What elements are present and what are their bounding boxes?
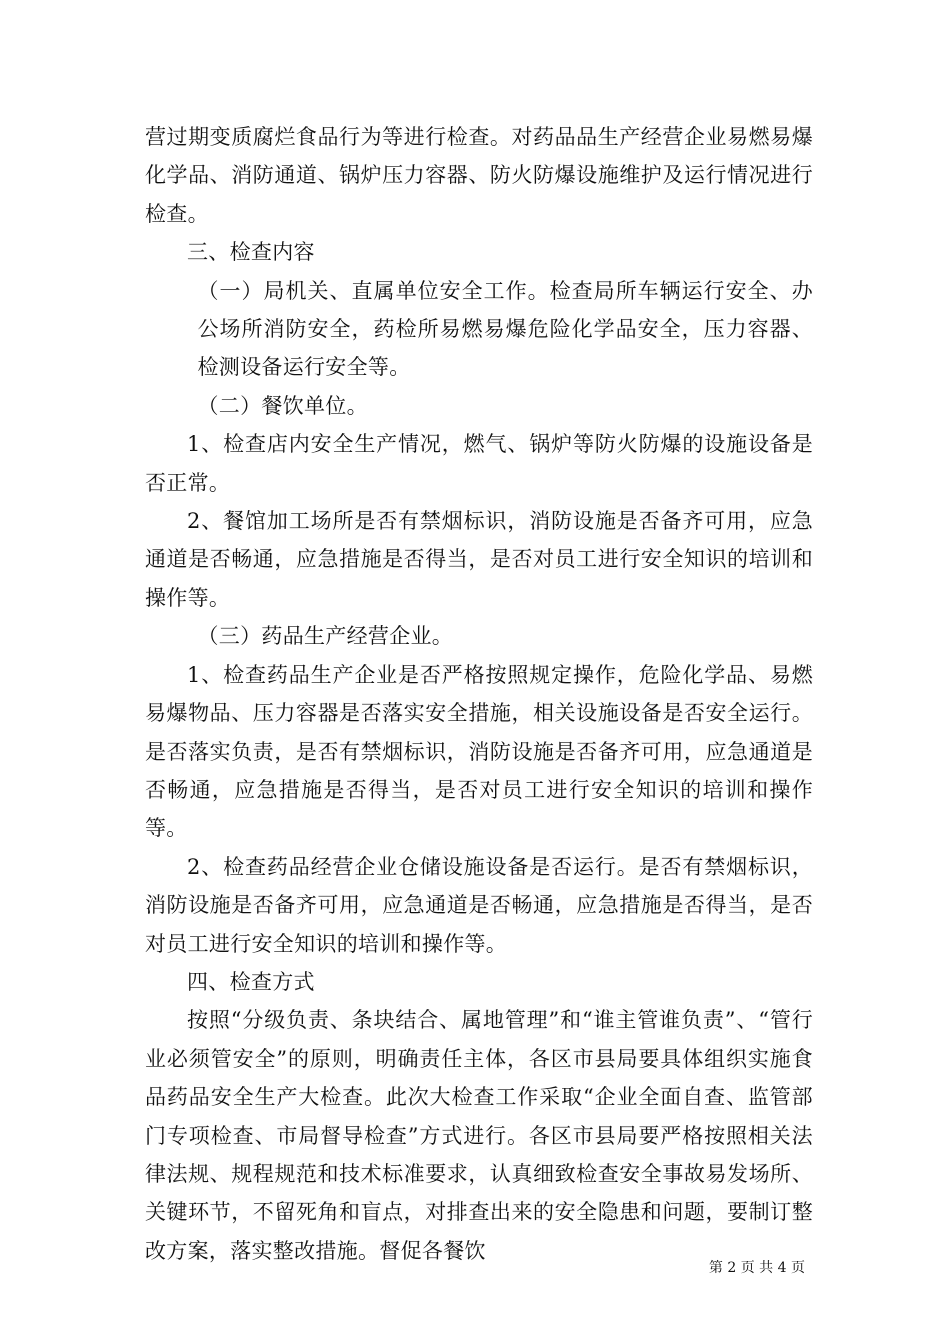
paragraph-intro: 营过期变质腐烂食品行为等进行检查。对药品品生产经营企业易燃易爆化学品、消防通道、锅炉压力容器、防火防爆设施维护及运行情况进行检查。	[145, 125, 813, 226]
paragraph-3-1: （一）局机关、直属单位安全工作。检查局所车辆运行安全、办公场所消防安全，药检所易燃易爆危险化学品安全，压力容器、检测设备运行安全等。	[197, 278, 813, 380]
paragraph-3-3-1: 1、检查药品生产企业是否严格按照规定操作，危险化学品、易燃易爆物品、压力容器是否落实安全措施，相关设施设备是否安全运行。是否落实负责，是否有禁烟标识，消防设施是否备齐可用，应急通道是否畅通，应急措施是否得当，是否对员工进行安全知识的培训和操作等。	[145, 662, 813, 841]
heading-section-4: 四、检查方式	[187, 969, 315, 994]
paragraph-3-2-2: 2、餐馆加工场所是否有禁烟标识，消防设施是否备齐可用，应急通道是否畅通，应急措施是否得当，是否对员工进行安全知识的培训和操作等。	[145, 509, 813, 610]
page-number-footer: 第 2 页 共 4 页	[708, 1260, 805, 1276]
paragraph-3-2-1: 1、检查店内安全生产情况，燃气、锅炉等防火防爆的设施设备是否正常。	[145, 432, 813, 495]
subheading-3-2: （二）餐饮单位。	[197, 393, 368, 418]
paragraph-4-body: 按照“分级负责、条块结合、属地管理”和“谁主管谁负责”、“管行业必须管安全”的原则，明确责任主体，各区市县局要具体组织实施食品药品安全生产大检查。此次大检查工作采取“企业全面自查、监管部门专项检查、市局督导检查”方式进行。各区市县局要严格按照相关法律法规、规程规范和技术标准要求，认真细致检查安全事故易发场所、关键环节，不留死角和盲点，对排查出来的安全隐患和问题，要制订整改方案，落实整改措施。督促各餐饮	[145, 1008, 813, 1263]
heading-section-3: 三、检查内容	[187, 240, 315, 265]
paragraph-3-3-2: 2、检查药品经营企业仓储设施设备是否运行。是否有禁烟标识，消防设施是否备齐可用，应急通道是否畅通，应急措施是否得当，是否对员工进行安全知识的培训和操作等。	[145, 854, 813, 956]
subheading-3-3: （三）药品生产经营企业。	[197, 624, 454, 649]
document-body	[145, 118, 813, 1270]
